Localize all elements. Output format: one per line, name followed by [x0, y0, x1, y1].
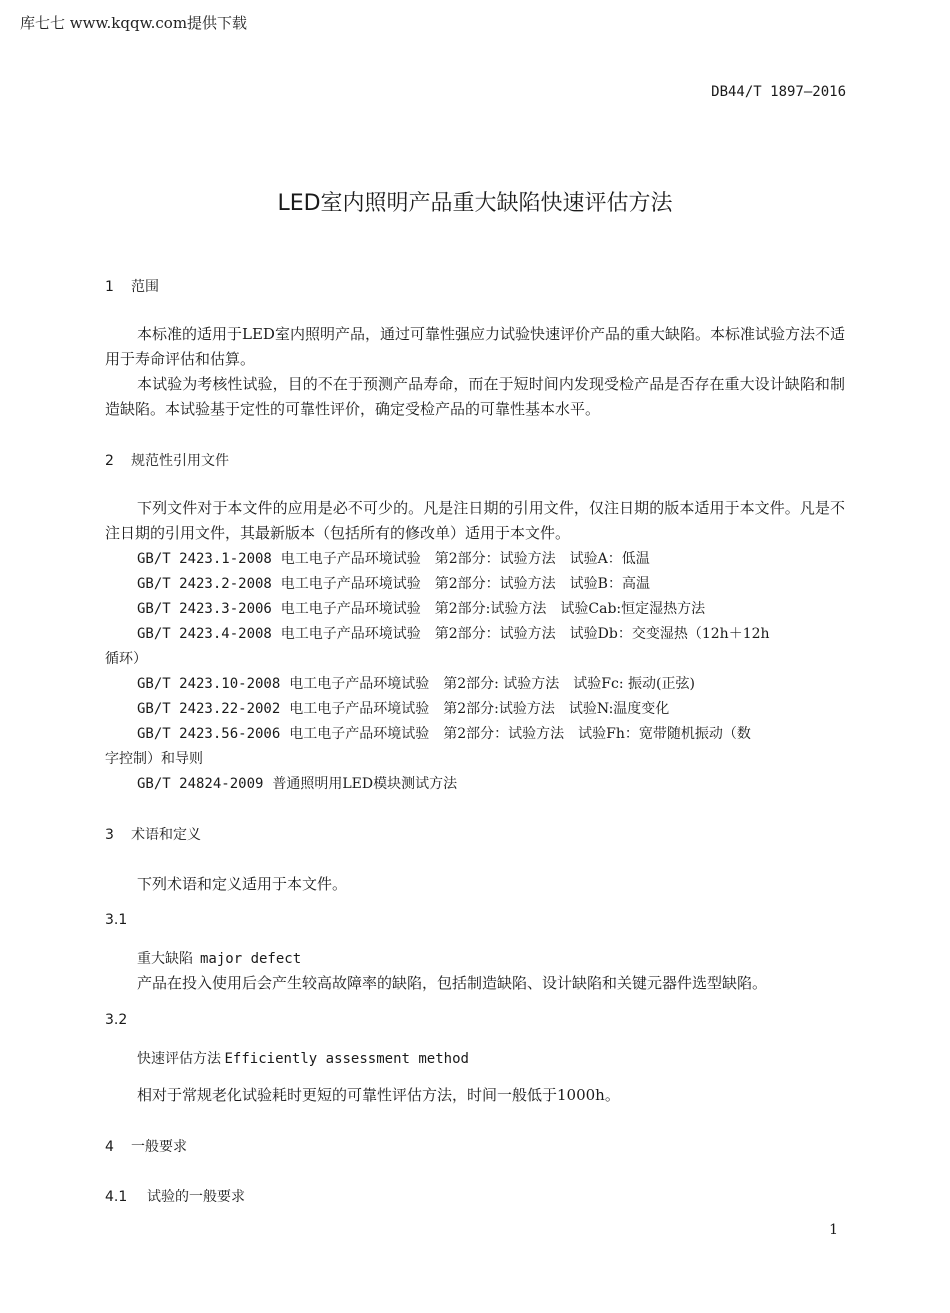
reference-item	[137, 548, 650, 568]
section-title: 规范性引用文件	[131, 453, 229, 469]
term-heading	[137, 1048, 469, 1068]
term-english: Efficiently assessment method	[224, 1051, 469, 1067]
reference-item	[137, 598, 705, 618]
section-2-heading	[105, 450, 229, 470]
watermark-text: 库七七 www.kqqw.com提供下载	[20, 14, 248, 32]
reference-title: 电工电子产品环境试验 第2部分：试验方法 试验Fh：宽带随机振动（数	[289, 726, 751, 742]
reference-title: 电工电子产品环境试验 第2部分：试验方法 试验A：低温	[280, 551, 650, 567]
term-english: major defect	[200, 951, 302, 967]
reference-title: 电工电子产品环境试验 第2部分: 试验方法 试验Fc: 振动(正弦)	[289, 676, 695, 692]
reference-code: GB/T 2423.56-2006	[137, 726, 281, 742]
reference-item	[137, 673, 695, 693]
term-number: 3.1	[105, 912, 128, 928]
term-number: 3.2	[105, 1012, 128, 1028]
reference-continuation: 循环）	[105, 651, 147, 667]
reference-title: 电工电子产品环境试验 第2部分：试验方法 试验Db：交变湿热（12h＋12h	[280, 626, 770, 642]
section-number: 4	[105, 1139, 114, 1155]
section-title: 术语和定义	[131, 827, 201, 843]
standard-number: DB44/T 1897—2016	[711, 84, 846, 100]
subsection-number: 4.1	[105, 1189, 128, 1205]
reference-code: GB/T 2423.22-2002	[137, 701, 281, 717]
term-chinese: 快速评估方法	[137, 1051, 221, 1067]
reference-title: 电工电子产品环境试验 第2部分:试验方法 试验N:温度变化	[289, 701, 670, 717]
reference-title: 普通照明用LED模块测试方法	[272, 776, 458, 792]
reference-code: GB/T 2423.3-2006	[137, 601, 272, 617]
section-3-heading	[105, 824, 201, 844]
reference-item	[137, 623, 770, 643]
section-1-paragraph-2: 本试验为考核性试验，目的不在于预测产品寿命，而在于短时间内发现受检产品是否存在重大设计缺陷和制造缺陷。本试验基于定性的可靠性评价，确定受检产品的可靠性基本水平。	[105, 375, 845, 418]
term-definition: 产品在投入使用后会产生较高故障率的缺陷，包括制造缺陷、设计缺陷和关键元器件选型缺陷。	[137, 974, 768, 992]
reference-item	[137, 723, 751, 743]
reference-title: 电工电子产品环境试验 第2部分：试验方法 试验B：高温	[280, 576, 650, 592]
reference-item	[137, 698, 669, 718]
section-title: 范围	[131, 279, 159, 295]
reference-code: GB/T 2423.10-2008	[137, 676, 281, 692]
document-title: LED室内照明产品重大缺陷快速评估方法	[277, 191, 673, 216]
section-title: 一般要求	[131, 1139, 187, 1155]
reference-continuation: 字控制）和导则	[105, 751, 203, 767]
reference-item	[137, 573, 650, 593]
subsection-title: 试验的一般要求	[147, 1189, 245, 1205]
section-number: 3	[105, 827, 114, 843]
reference-code: GB/T 2423.1-2008	[137, 551, 272, 567]
term-chinese: 重大缺陷	[137, 951, 193, 967]
section-3-intro: 下列术语和定义适用于本文件。	[137, 875, 348, 893]
section-number: 2	[105, 453, 114, 469]
reference-title: 电工电子产品环境试验 第2部分:试验方法 试验Cab:恒定湿热方法	[280, 601, 706, 617]
section-4-heading	[105, 1136, 187, 1156]
reference-code: GB/T 24824-2009	[137, 776, 264, 792]
term-definition: 相对于常规老化试验耗时更短的可靠性评估方法，时间一般低于1000h。	[137, 1086, 620, 1104]
section-1-paragraph-1: 本标准的适用于LED室内照明产品，通过可靠性强应力试验快速评价产品的重大缺陷。本标准试验方法不适用于寿命评估和估算。	[105, 325, 845, 368]
reference-code: GB/T 2423.2-2008	[137, 576, 272, 592]
page-number: 1	[829, 1222, 838, 1238]
section-2-intro: 下列文件对于本文件的应用是必不可少的。凡是注日期的引用文件，仅注日期的版本适用于本文件。凡是不注日期的引用文件，其最新版本（包括所有的修改单）适用于本文件。	[105, 499, 845, 542]
section-1-heading	[105, 276, 159, 296]
reference-code: GB/T 2423.4-2008	[137, 626, 272, 642]
term-heading	[137, 948, 301, 968]
reference-item	[137, 773, 457, 793]
section-number: 1	[105, 279, 114, 295]
subsection-4-1-heading	[105, 1186, 245, 1206]
